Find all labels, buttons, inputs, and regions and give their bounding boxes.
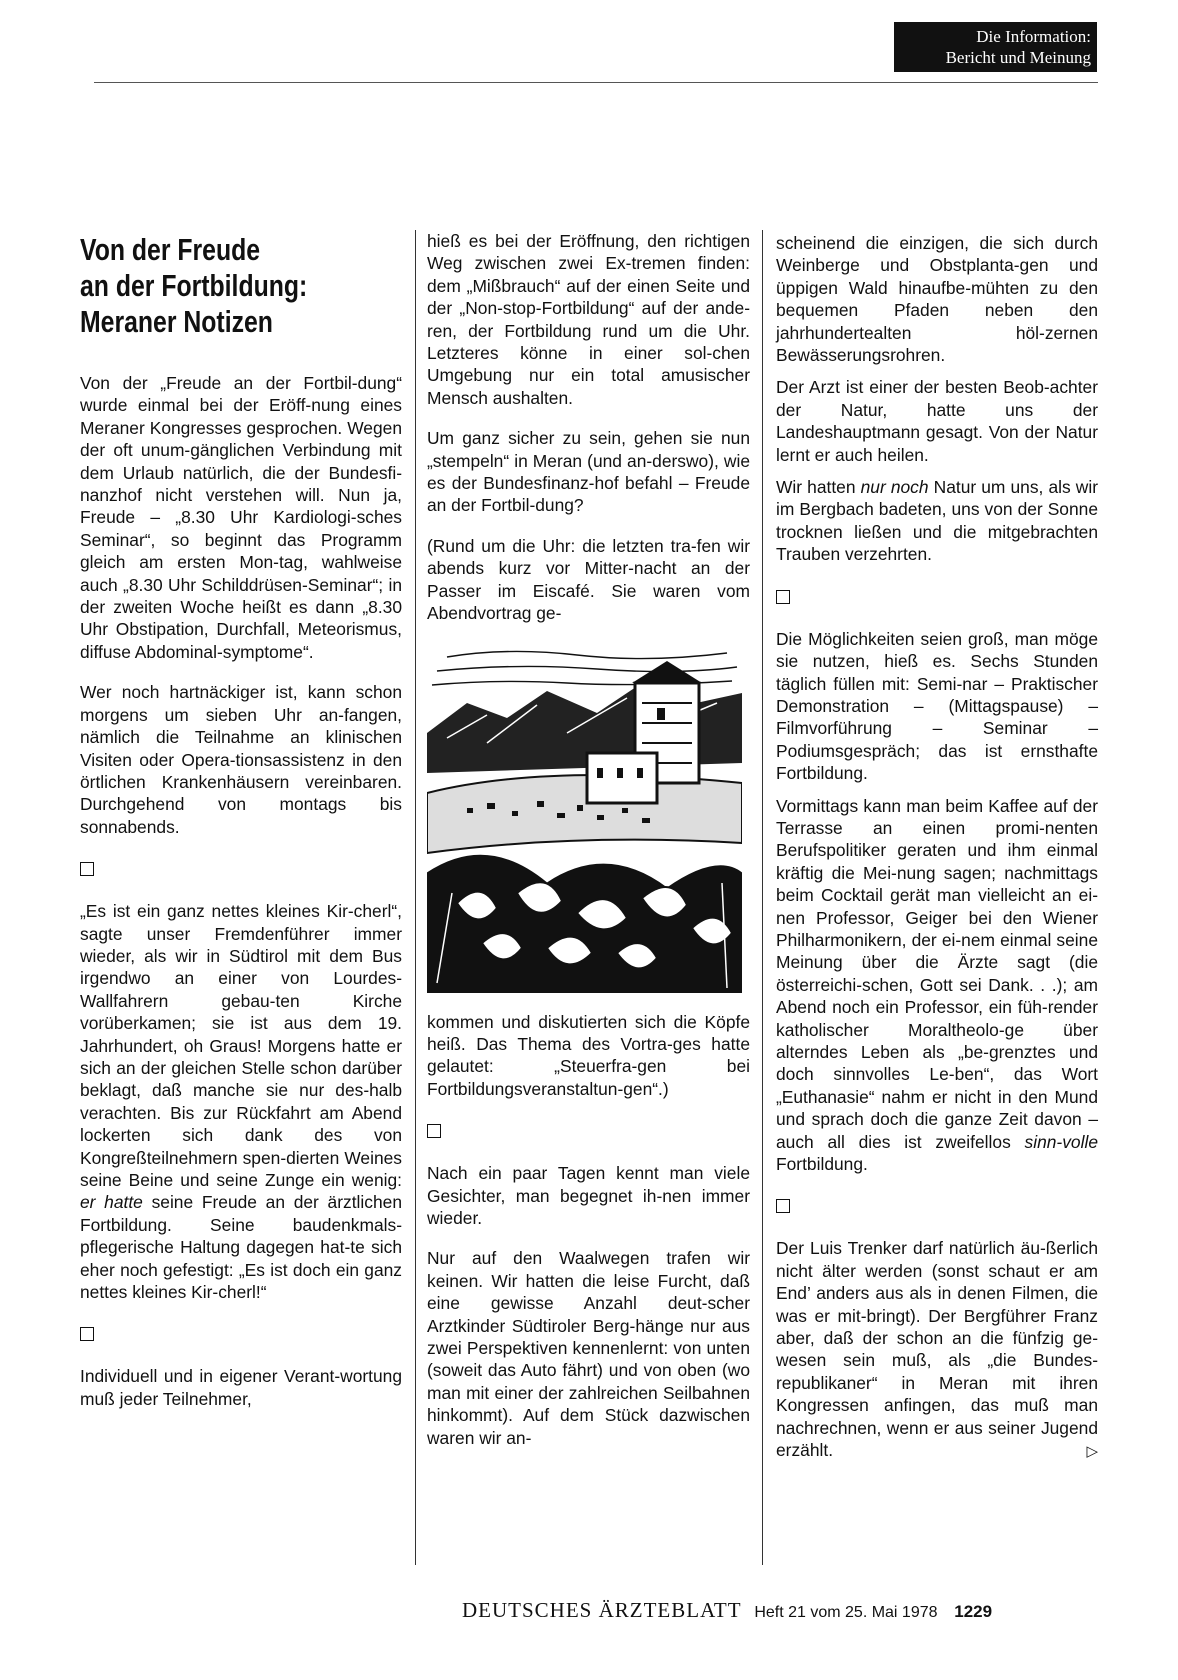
article-title xyxy=(80,232,416,340)
paragraph: Vormittags kann man beim Kaffee auf der Terrasse an einen promi-nenten Berufspolitiker geraten und ihm einmal kräftig die Mei-nung sagen; nachmittags beim Cocktail gerät man vielleicht an ei-nen Professor, Geiger bei den Wiener Philharmonikern, der ei-nem einmal seine Meinung über die Ärzte sagt (die österreichi-schen, Gott sei Dank. . .); am Abend noch ein Professor, ein füh-render katholischer Moraltheolo-ge über alterndes Leben als „be-grenztes und doch sinnvolles Le-ben“, das Wort „Euthanasie“ nahm er nicht in den Mund und sprach doch die ganze Zeit davon – auch all dies ist zweifellos sinn-volle Fortbildung. xyxy=(776,795,1098,1175)
section-label xyxy=(894,22,1097,72)
paragraph: Nach ein paar Tagen kennt man viele Gesichter, man begegnet ih-nen immer wieder. xyxy=(427,1163,750,1228)
column-divider xyxy=(762,230,763,1565)
title-line: Meraner Notizen xyxy=(80,304,273,339)
column-2 xyxy=(427,230,750,1449)
section-break-box xyxy=(776,590,790,604)
paragraph: Wir hatten nur noch Natur um uns, als wir im Bergbach badeten, uns von der Sonne trocknen ließen und die mitgebrachten Trauben verzehrten. xyxy=(776,477,1098,565)
paragraph: scheinend die einzigen, die sich durch Weinberge und Obstplanta-gen und üppigen Wald hinaufbe-mühten zu den bequemen Pfaden neben den jahrhundertealten höl-zernen Bewässerungsrohren. xyxy=(776,233,1098,366)
section-break-box xyxy=(427,1124,441,1138)
section-break-box xyxy=(776,1199,790,1213)
magazine-name: DEUTSCHES ÄRZTEBLATT xyxy=(462,1598,742,1622)
section-label-line1: Die Information: xyxy=(976,27,1091,46)
paragraph: (Rund um die Uhr: die letzten tra-fen wir abends kurz vor Mitter-nacht an der Passer im Eiscafé. Sie waren vom Abendvortrag ge- xyxy=(427,535,750,624)
section-break-box xyxy=(80,1327,94,1341)
page-number: 1229 xyxy=(954,1602,993,1621)
page-footer xyxy=(462,1598,1102,1623)
paragraph: Der Luis Trenker darf natürlich äu-ßerlich nicht älter werden (sonst schaut er am End’ anders aus als in denen Filmen, die was er mit-bringt). Der Bergführer Franz aber, daß der schon an die fünfzig ge-wesen sein muß, als „die Bundes-republikaner“ in Meran mit ihren Kongressen anfingen, das muß man nachrechnen, wenn er aus seiner Jugend erzählt. ▷ xyxy=(776,1237,1098,1461)
paragraph: Von der „Freude an der Fortbil-dung“ wurde einmal bei der Eröff-nung eines Meraner Kongresses gesprochen. Wegen der oft unum-gänglichen Verbindung mit dem Urlaub natürlich, die der Bundesfi-nanzhof nicht verstehen will. Nun ja, Freude – „8.30 Uhr Kardiologi-sches Seminar“, so beginnt das Programm gleich am ersten Mon-tag, wahlweise auch „8.30 Uhr Schilddrüsen-Seminar“; in der zweiten Woche heißt es dann „8.30 Uhr Obstipation, Durchfall, Meteorismus, diffuse Abdominal-symptome“. xyxy=(80,373,402,662)
continue-arrow-icon: ▷ xyxy=(1086,1443,1098,1461)
paragraph: Wer noch hartnäckiger ist, kann schon morgens um sieben Uhr an-fangen, nämlich die Teilnahme an klinischen Visiten oder Opera-tionsassistenz in den örtlichen Krankenhäusern vereinbaren. Durchgehend von montags bis sonnabends. xyxy=(80,682,402,837)
paragraph: Nur auf den Waalwegen trafen wir keinen. Wir hatten die leise Furcht, daß eine gewisse Anzahl deut-scher Arztkinder Südtiroler Berg-hänge nur aus zwei Perspektiven kennenlernt: von unten (soweit das Auto fährt) und von oben (wo man mit einer der zahlreichen Seilbahnen hinkommt). Auf dem Stück dazwischen waren wir an- xyxy=(427,1248,750,1448)
paragraph: hieß es bei der Eröffnung, den richtigen Weg zwischen zwei Ex-tremen finden: dem „Mißbrauch“ auf der einen Seite und der „Non-stop-Fortbildung“ auf der ande-ren, der Fortbildung rund um die Uhr. Letzteres könne in einer sol-chen Umgebung nur ein total amusischer Mensch aushalten. xyxy=(427,231,750,408)
paragraph: kommen und diskutierten sich die Köpfe heiß. Das Thema des Vortra-ges hatte gelautet: „Steuerfra-gen bei Fortbildungsveranstaltun-gen“.) xyxy=(427,1011,750,1099)
column-1 xyxy=(80,232,402,1410)
paragraph: „Es ist ein ganz nettes kleines Kir-cherl“, sagte unser Fremdenführer immer wieder, als wir in Südtirol mit dem Bus irgendwo an einer von Lourdes-Wallfahrern gebau-ten Kirche vorüberkamen; sie ist aus dem 19. Jahrhundert, oh Graus! Morgens hatte er sich an der gleichen Stelle schon darüber beklagt, daß manche sie nur des-halb verachten. Bis zur Rückfahrt am Abend lockerten sich dank des von Kongreßteilnehmern spen-dierten Weines seine Beine und seine Zunge ein wenig: er hatte seine Freude an der ärztlichen Fortbildung. Seine baudenkmals-pflegerische Haltung dagegen hat-te sich eher noch gefestigt: „Es ist doch ein ganz nettes kleines Kir-cherl!“ xyxy=(80,901,402,1303)
landscape-illustration xyxy=(427,643,742,993)
section-label-line2: Bericht und Meinung xyxy=(945,48,1091,67)
title-line: an der Fortbildung: xyxy=(80,268,308,303)
issue-info: Heft 21 vom 25. Mai 1978 xyxy=(754,1604,938,1621)
paragraph: Individuell und in eigener Verant-wortung muß jeder Teilnehmer, xyxy=(80,1366,402,1409)
title-line: Von der Freude xyxy=(80,232,261,267)
paragraph: Die Möglichkeiten seien groß, man möge sie nutzen, hieß es. Sechs Stunden täglich füllen mit: Semi-nar – Praktischer Demonstration – (Mittagspause) – Filmvorführung – Seminar – Podiumsgespräch; das ist ernsthafte Fortbildung. xyxy=(776,628,1098,784)
paragraph: Der Arzt ist einer der besten Beob-achter der Natur, hatte uns der Landeshauptmann gesagt. Von der Natur lernt er auch heilen. xyxy=(776,377,1098,465)
column-divider xyxy=(415,230,416,1565)
column-3 xyxy=(776,232,1098,1464)
paragraph: Um ganz sicher zu sein, gehen sie nun „stempeln“ in Meran (und an-derswo), wie es der Bundesfinanz-hof befahl – Freude an der Fortbil-dung? xyxy=(427,428,750,516)
section-break-box xyxy=(80,862,94,876)
header-rule xyxy=(94,82,1098,83)
